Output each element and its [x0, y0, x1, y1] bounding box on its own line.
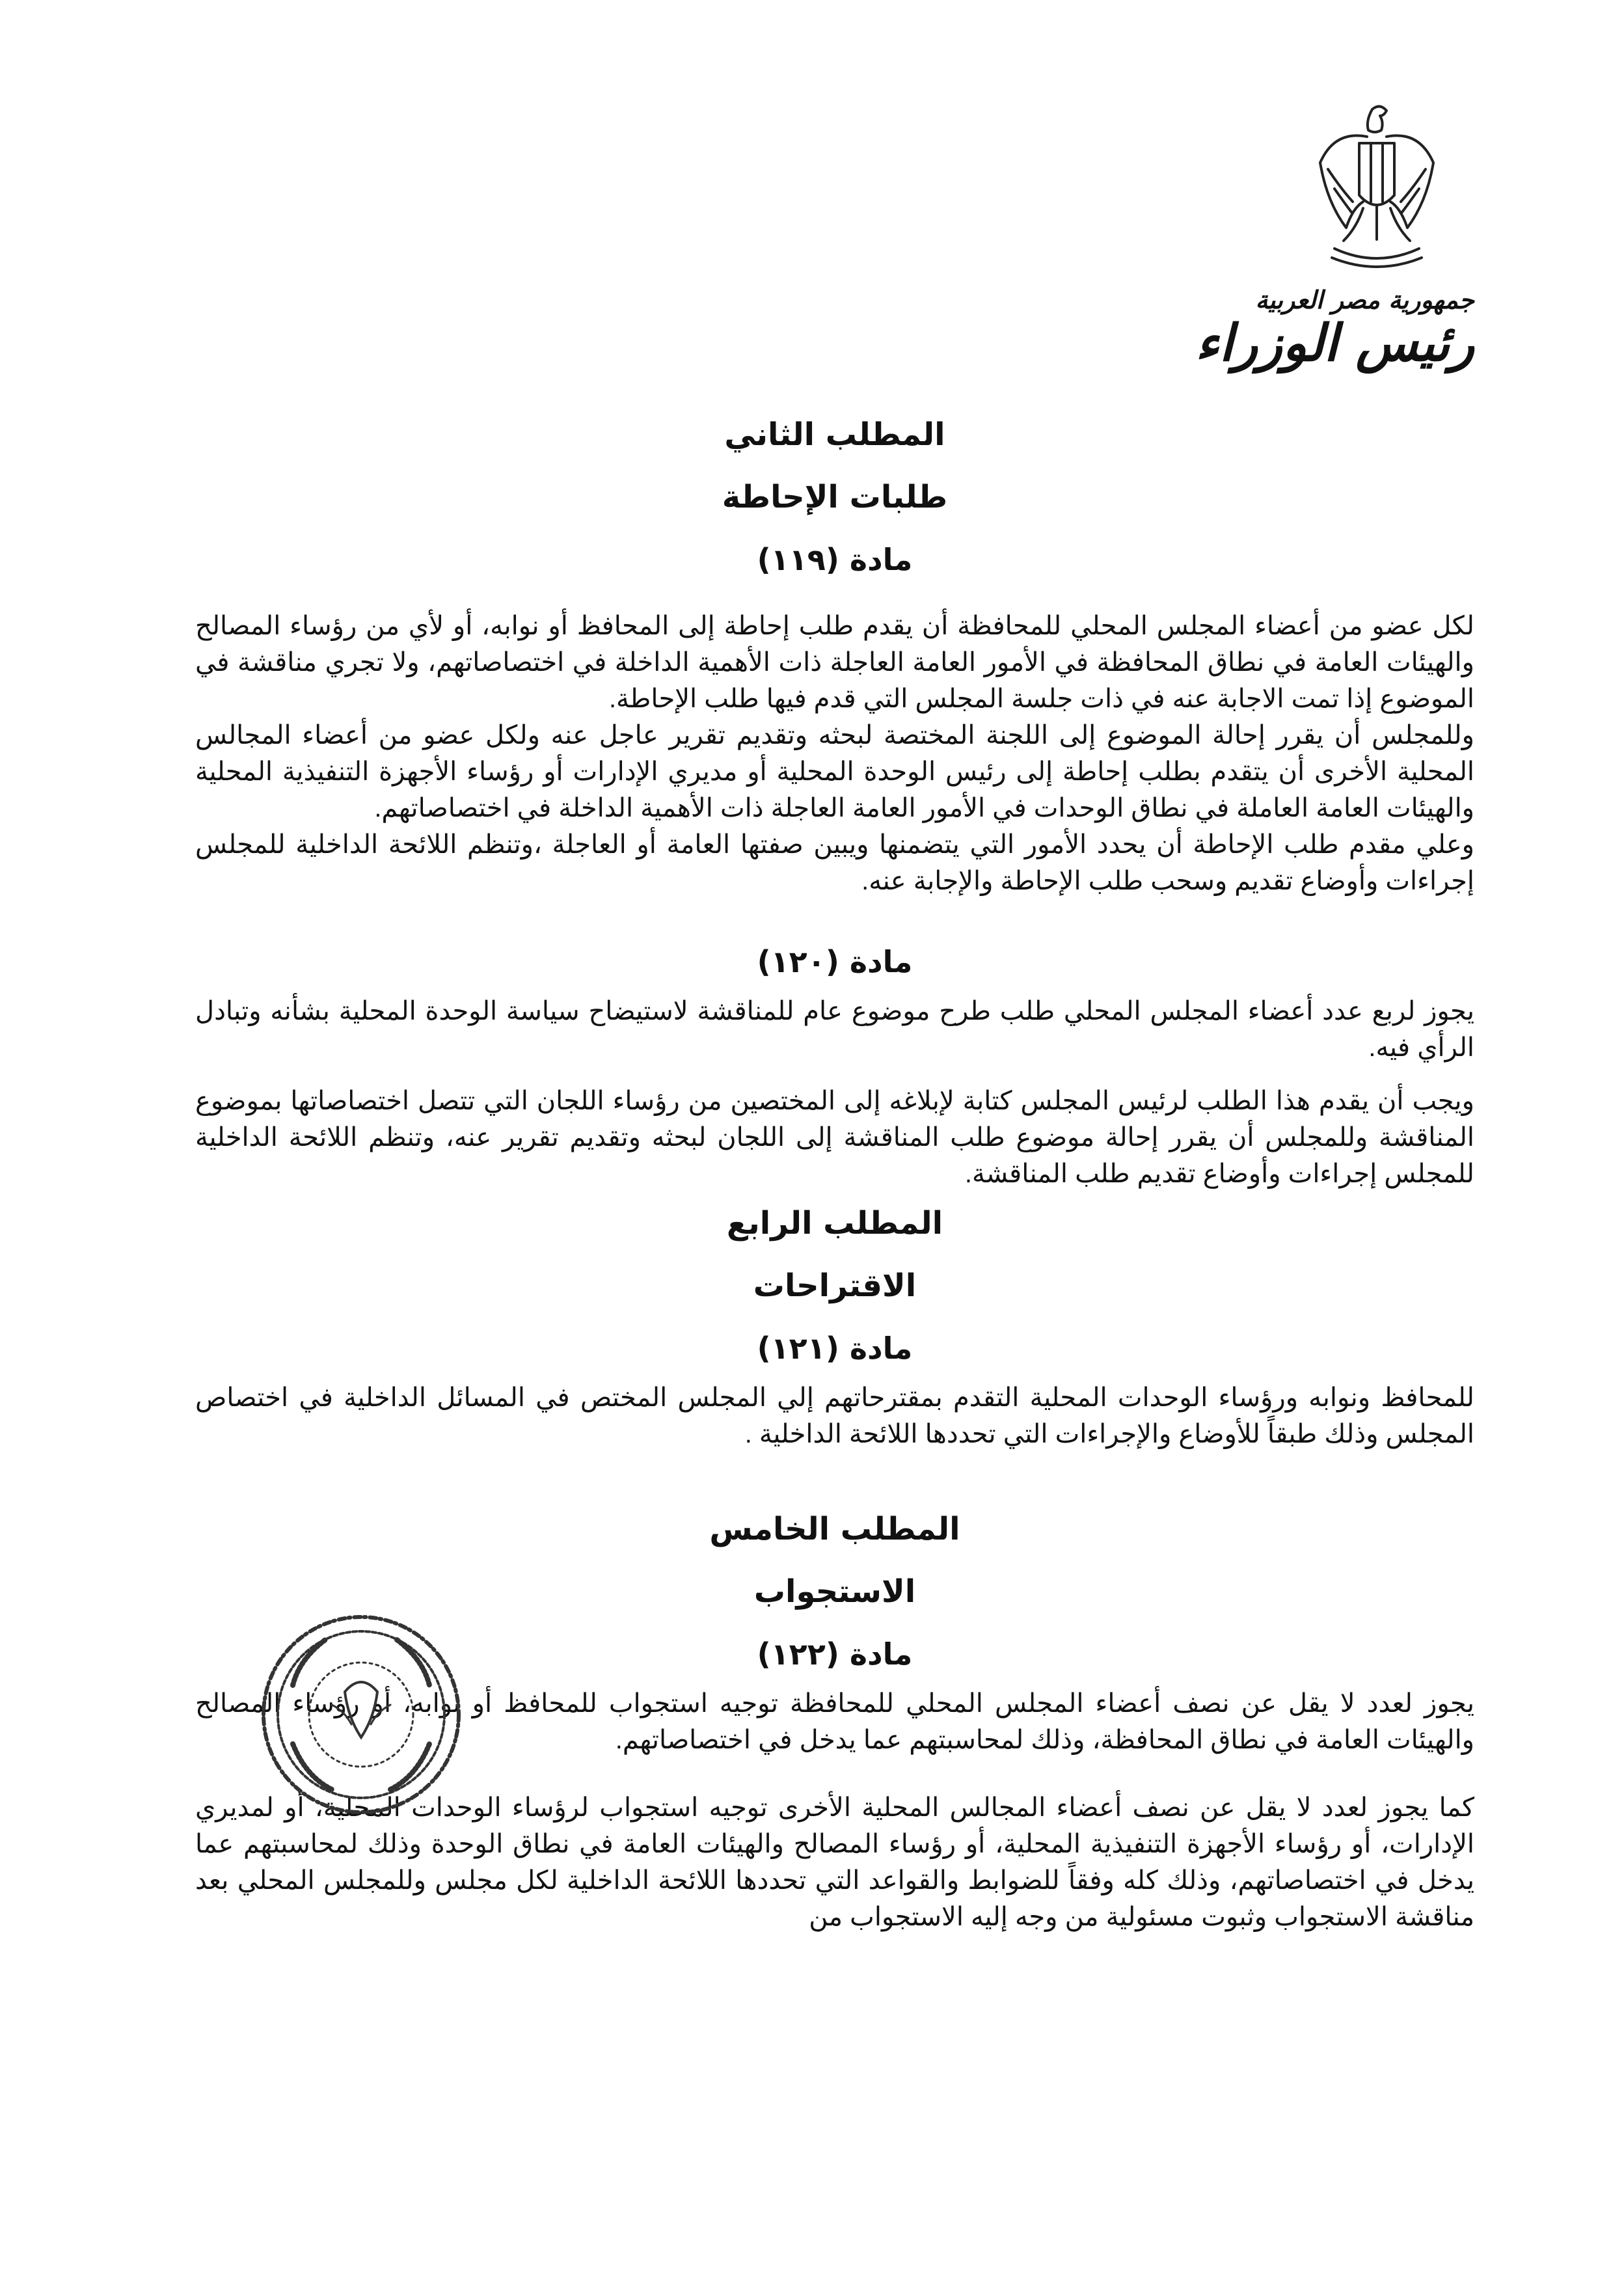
article-122-paragraph-1: يجوز لعدد لا يقل عن نصف أعضاء المجلس المحلي للمحافظة توجيه استجواب للمحافظ أو نوابه، أو رؤساء المصالح والهيئات العامة في نطاق المحافظة، وذلك لمحاسبتهم عما يدخل في اختصاصاتهم. — [195, 1689, 1474, 1754]
article-122-paragraph-2: كما يجوز لعدد لا يقل عن نصف أعضاء المجالس المحلية الأخرى توجيه استجواب لرؤساء الوحدات المحلية، أو لمديري الإدارات، أو رؤساء الأجهزة التنفيذية المحلية، أو رؤساء المصالح والهيئات العامة في نطاق الوحدة وذلك لمحاسبتهم عما يدخل في اختصاصاتهم، وذلك كله وفقاً للضوابط والقواعد التي تحددها اللائحة الداخلية لكل مجلس وللمجلس المحلي بعد مناقشة الاستجواب وثبوت مسئولية من وجه إليه الاستجواب من — [195, 1793, 1474, 1931]
section-heading-5: المطلب الخامس — [709, 1511, 960, 1547]
article-121-paragraph-1: للمحافظ ونوابه ورؤساء الوحدات المحلية التقدم بمقترحاتهم إلي المجلس المختص في المسائل الداخلية في اختصاص المجلس وذلك طبقاً للأوضاع والإجراءات التي تحددها اللائحة الداخلية . — [195, 1383, 1474, 1448]
article-121-title: مادة (١٢١) — [757, 1331, 913, 1366]
article-120-paragraph-1: يجوز لربع عدد أعضاء المجلس المحلي طلب طرح موضوع عام للمناقشة لاستيضاح سياسة الوحدة المحلية بشأنه وتبادل الرأي فيه. — [195, 997, 1474, 1062]
article-120-title: مادة (١٢٠) — [757, 944, 913, 979]
eagle-emblem-icon — [1308, 98, 1445, 273]
letterhead-office: رئيس الوزراء — [1195, 314, 1474, 373]
article-119-paragraph-1: لكل عضو من أعضاء المجلس المحلي للمحافظة أن يقدم طلب إحاطة إلى المحافظ أو نوابه، أو لأي من رؤساء المصالح والهيئات العامة في نطاق المحافظة في الأمور العامة العاجلة ذات الأهمية الداخلة في اختصاصاتهم، ولا تجري مناقشة في الموضوع إذا تمت الاجابة عنه في ذات جلسة المجلس التي قدم فيها طلب الإحاطة. — [195, 612, 1474, 713]
article-120-paragraph-2: ويجب أن يقدم هذا الطلب لرئيس المجلس كتابة لإبلاغه إلى المختصين من رؤساء اللجان التي تتصل اختصاصاتها بموضوع المناقشة وللمجلس أن يقرر إحالة موضوع طلب المناقشة إلى اللجان لبحثه وتقديم تقرير عنه، وتنظم اللائحة الداخلية للمجلس إجراءات وأوضاع تقديم طلب المناقشة. — [195, 1087, 1474, 1188]
section-title-interpellation: الاستجواب — [753, 1573, 916, 1610]
official-seal-stamp-icon — [254, 1607, 468, 1822]
section-heading-2: المطلب الثاني — [724, 416, 945, 453]
article-119-paragraph-3: وعلي مقدم طلب الإحاطة أن يحدد الأمور التي يتضمنها ويبين صفتها العامة أو العاجلة ،وتنظم اللائحة الداخلية للمجلس إجراءات وأوضاع تقديم وسحب طلب الإحاطة والإجابة عنه. — [195, 830, 1474, 895]
article-119-title: مادة (١١٩) — [757, 542, 913, 577]
article-122-title: مادة (١٢٢) — [757, 1637, 913, 1672]
article-119-paragraph-2: وللمجلس أن يقرر إحالة الموضوع إلى اللجنة المختصة لبحثه وتقديم تقرير عاجل عنه ولكل عضو من أعضاء المجالس المحلية الأخرى أن يتقدم بطلب إحاطة إلى رئيس الوحدة المحلية أو مديري الإدارات أو رؤساء الأجهزة التنفيذية المحلية والهيئات العامة العاملة في نطاق الوحدات في الأمور العامة العاجلة ذات الأهمية الداخلة في اختصاصاتهم. — [195, 721, 1474, 822]
section-title-proposals: الاقتراحات — [753, 1268, 917, 1304]
letterhead-country: جمهورية مصر العربية — [1255, 285, 1474, 314]
section-heading-4: المطلب الرابع — [726, 1205, 943, 1242]
letterhead — [1195, 98, 1474, 373]
section-title-briefing-requests: طلبات الإحاطة — [722, 479, 948, 515]
